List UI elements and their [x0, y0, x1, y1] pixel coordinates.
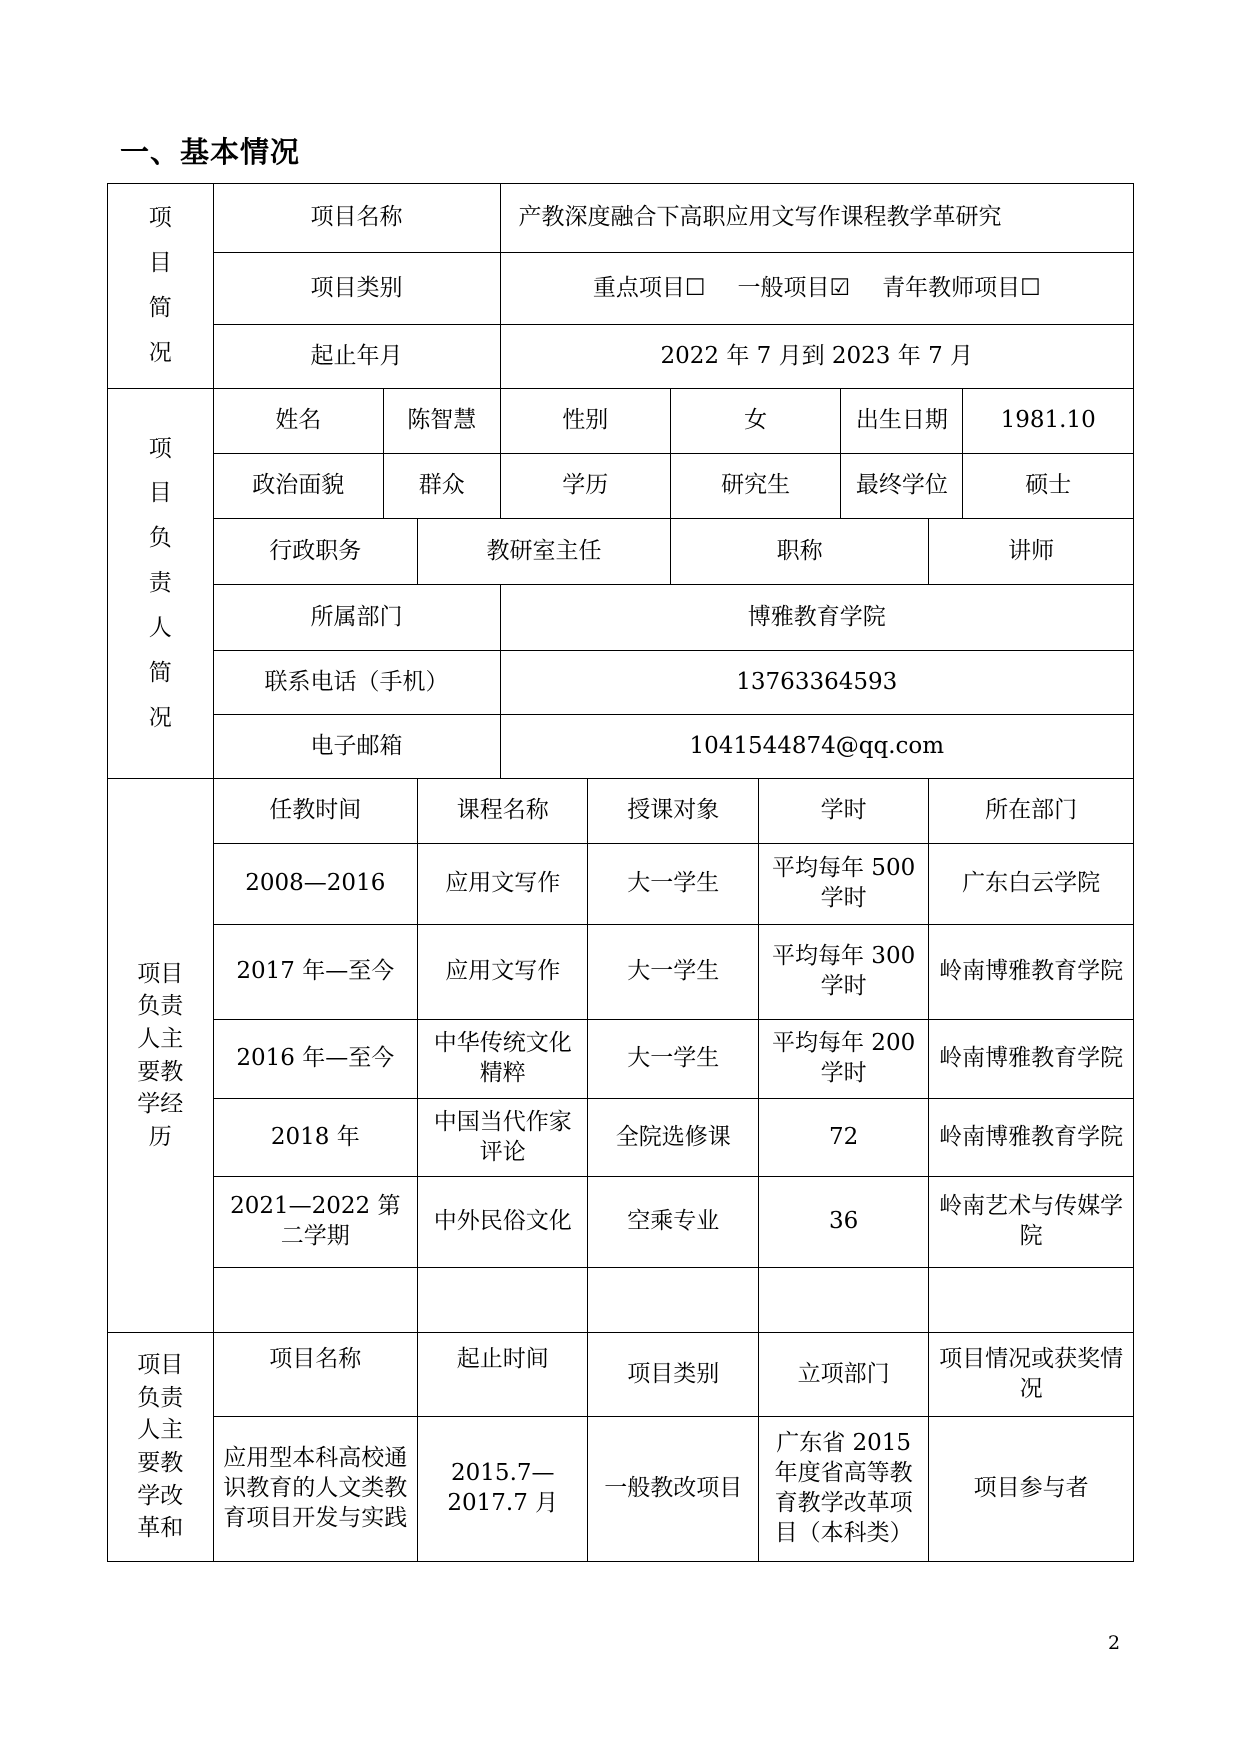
teaching-cell: 应用文写作	[418, 844, 588, 925]
teaching-cell: 全院选修课	[588, 1099, 758, 1177]
teaching-cell: 2008—2016	[213, 844, 418, 925]
teaching-cell: 2021—2022 第二学期	[213, 1177, 418, 1268]
teaching-cell	[758, 1268, 928, 1333]
name-label: 姓名	[213, 389, 383, 454]
reform-header-period: 起止时间	[418, 1333, 588, 1417]
basic-info-table	[107, 183, 1134, 1562]
reform-header-type: 项目类别	[588, 1333, 758, 1417]
teaching-cell: 岭南博雅教育学院	[929, 1020, 1134, 1099]
gender-value: 女	[670, 389, 840, 454]
politics-value: 群众	[383, 454, 500, 519]
teaching-header-audience: 授课对象	[588, 779, 758, 844]
project-name-label: 项目名称	[213, 184, 500, 253]
politics-label: 政治面貌	[213, 454, 383, 519]
teaching-cell: 空乘专业	[588, 1177, 758, 1268]
degree-label: 最终学位	[841, 454, 963, 519]
teaching-cell: 中国当代作家评论	[418, 1099, 588, 1177]
table-row	[108, 1020, 1134, 1099]
teaching-cell: 2016 年—至今	[213, 1020, 418, 1099]
reform-section-label: 项目 负责 人主 要教 学改 革和	[108, 1333, 214, 1562]
reform-cell: 项目参与者	[929, 1417, 1134, 1562]
teaching-header-period: 任教时间	[213, 779, 418, 844]
teaching-cell: 平均每年 500 学时	[758, 844, 928, 925]
project-type-options	[500, 253, 1133, 325]
admin-duty-label: 行政职务	[213, 519, 418, 585]
department-value: 博雅教育学院	[500, 585, 1133, 651]
birth-value: 1981.10	[963, 389, 1134, 454]
reform-header-name: 项目名称	[213, 1333, 418, 1417]
reform-header-outcome: 项目情况或获奖情况	[929, 1333, 1134, 1417]
education-label: 学历	[500, 454, 670, 519]
page-number: 2	[1108, 1632, 1121, 1654]
reform-cell: 一般教改项目	[588, 1417, 758, 1562]
job-title-label: 职称	[670, 519, 928, 585]
project-name-value: 产教深度融合下高职应用文写作课程教学革研究	[500, 184, 1133, 253]
table-row	[108, 1099, 1134, 1177]
table-row	[108, 925, 1134, 1020]
teaching-cell: 岭南艺术与传媒学院	[929, 1177, 1134, 1268]
table-row	[108, 1177, 1134, 1268]
teaching-cell	[418, 1268, 588, 1333]
email-label: 电子邮箱	[213, 715, 500, 779]
admin-duty-value: 教研室主任	[418, 519, 671, 585]
teaching-cell: 岭南博雅教育学院	[929, 925, 1134, 1020]
birth-label: 出生日期	[841, 389, 963, 454]
teaching-cell: 大一学生	[588, 844, 758, 925]
reform-cell: 广东省 2015 年度省高等教育教学改革项目（本科类）	[758, 1417, 928, 1562]
teaching-cell: 中华传统文化精粹	[418, 1020, 588, 1099]
name-value: 陈智慧	[383, 389, 500, 454]
teaching-header-department: 所在部门	[929, 779, 1134, 844]
section-heading: 一、基本情况	[120, 135, 301, 169]
table-row	[108, 1268, 1134, 1333]
teaching-cell: 大一学生	[588, 1020, 758, 1099]
teaching-cell: 2017 年—至今	[213, 925, 418, 1020]
reform-cell: 应用型本科高校通识教育的人文类教育项目开发与实践	[213, 1417, 418, 1562]
project-period-value: 2022 年 7 月到 2023 年 7 月	[500, 325, 1133, 389]
project-type-label: 项目类别	[213, 253, 500, 325]
department-label: 所属部门	[213, 585, 500, 651]
teaching-section-label: 项目 负责 人主 要教 学经 历	[108, 779, 214, 1333]
teaching-cell: 36	[758, 1177, 928, 1268]
teaching-header-course: 课程名称	[418, 779, 588, 844]
degree-value: 硕士	[963, 454, 1134, 519]
gender-label: 性别	[500, 389, 670, 454]
overview-section-label: 项 目 简 况	[108, 184, 214, 389]
project-period-label: 起止年月	[213, 325, 500, 389]
teaching-cell: 大一学生	[588, 925, 758, 1020]
teaching-cell	[929, 1268, 1134, 1333]
education-value: 研究生	[670, 454, 840, 519]
teaching-cell	[588, 1268, 758, 1333]
email-value: 1041544874@qq.com	[500, 715, 1133, 779]
reform-header-authority: 立项部门	[758, 1333, 928, 1417]
teaching-cell: 2018 年	[213, 1099, 418, 1177]
phone-label: 联系电话（手机）	[213, 651, 500, 715]
teaching-cell	[213, 1268, 418, 1333]
teaching-cell: 平均每年 200 学时	[758, 1020, 928, 1099]
type-option-key[interactable]: 重点项目☐	[592, 274, 706, 301]
leader-section-label: 项 目 负 责 人 简 况	[108, 389, 214, 779]
teaching-cell: 岭南博雅教育学院	[929, 1099, 1134, 1177]
job-title-value: 讲师	[929, 519, 1134, 585]
teaching-cell: 广东白云学院	[929, 844, 1134, 925]
phone-value: 13763364593	[500, 651, 1133, 715]
type-option-general[interactable]: 一般项目☑	[737, 274, 851, 301]
type-option-young-teacher[interactable]: 青年教师项目☐	[882, 274, 1041, 301]
table-row	[108, 844, 1134, 925]
teaching-cell: 平均每年 300 学时	[758, 925, 928, 1020]
table-row	[108, 1417, 1134, 1562]
reform-cell: 2015.7—2017.7 月	[418, 1417, 588, 1562]
teaching-cell: 72	[758, 1099, 928, 1177]
teaching-cell: 中外民俗文化	[418, 1177, 588, 1268]
teaching-header-hours: 学时	[758, 779, 928, 844]
teaching-cell: 应用文写作	[418, 925, 588, 1020]
